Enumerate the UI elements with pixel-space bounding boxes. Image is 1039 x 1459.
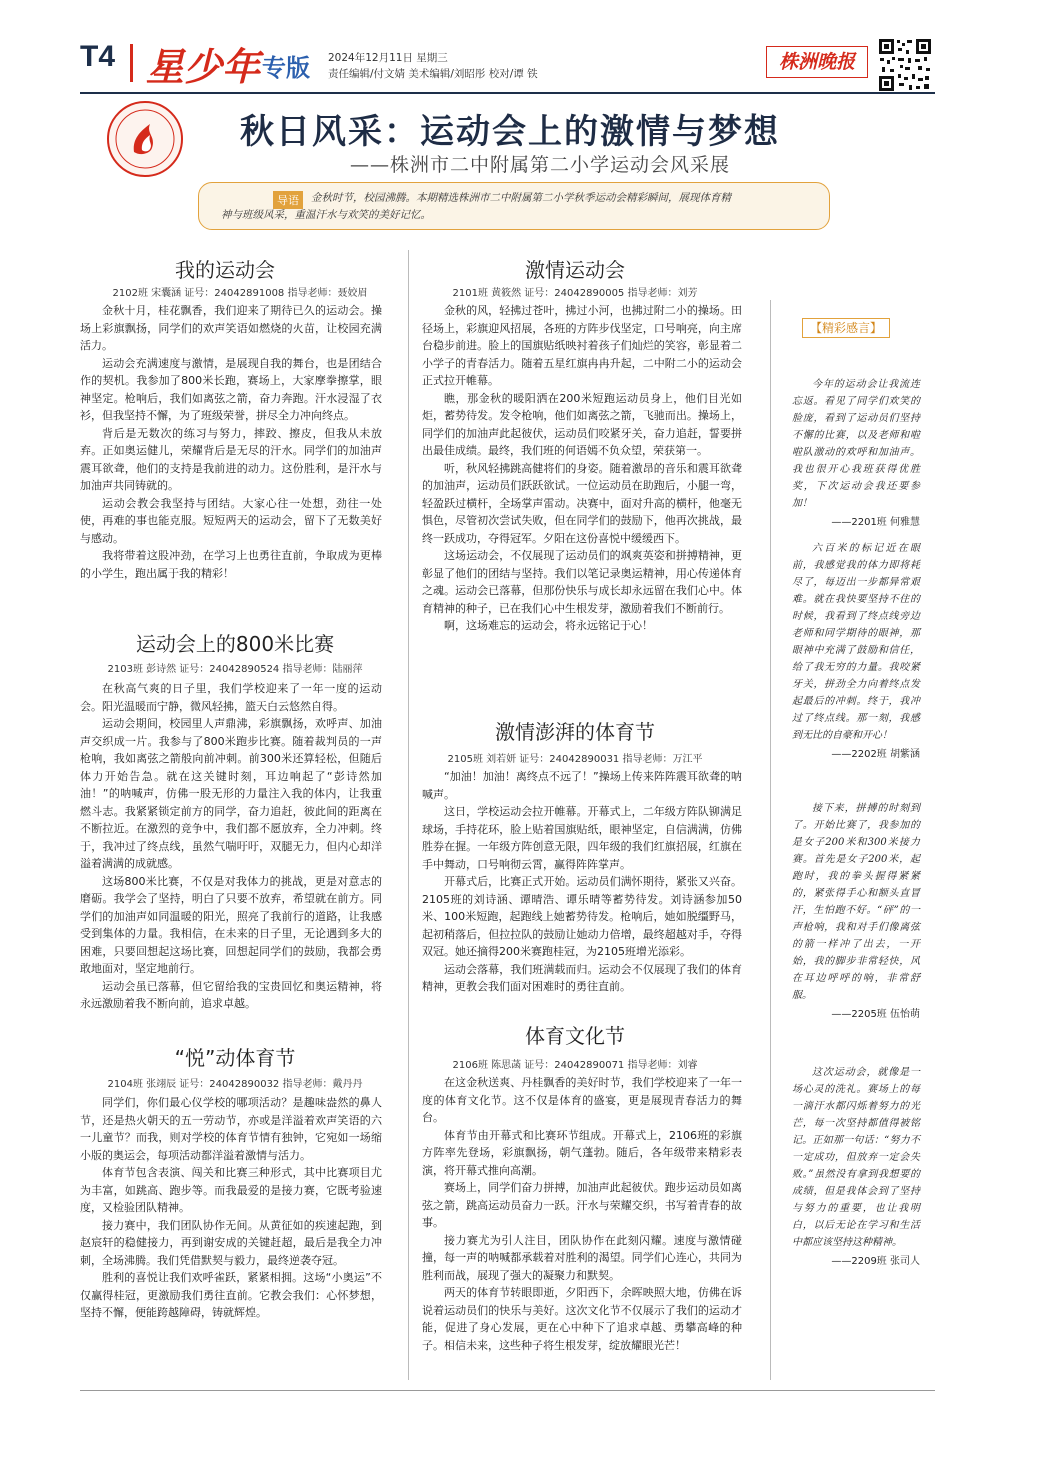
column-divider <box>408 250 409 1380</box>
insight-signature: ——2205班 伍怡萌 <box>831 1009 920 1020</box>
header-meta <box>328 50 538 82</box>
article-body: “加油！加油！离终点不远了！”操场上传来阵阵震耳欲聋的呐喊声。 这日，学校运动会拉开帷幕。开幕式上，二年级方阵队铆满足球场，手持花环，脸上贴着国旗贴纸，眼神坚定，自信满满，仿佛胜券在握。一年级方阵创意无限，四年级的我们红旗招展，红旗在手中舞动，口号响彻云霄，赢得阵阵掌声。 开幕式后，比赛正式开始。运动员们满怀期待，紧张又兴奋。2105班的刘诗涵、谭晴浩、谭乐晴等蓄势待发。刘诗涵参加50米、100米短跑，起跑线上她蓄势待发。枪响后，她如脱缰野马，起初稍落后，但拉拉队的鼓励让她动力倍增，最终超越对手，夺得双冠。她还摘得200米赛跑桂冠，为2105班增光添彩。 运动会落幕，我们班满载而归。运动会不仅展现了我们的体育精神，更教会我们面对困难时的勇往直前。 <box>422 770 742 993</box>
date-line: 2024年12月11日 星期三 <box>328 52 448 64</box>
article-byline: 2104班 张翊辰 证号：24042890032 指导老师：戴丹丹 <box>107 1079 363 1090</box>
article-byline: 2101班 黄筱然 证号：24042890005 指导老师：刘芳 <box>452 288 698 299</box>
article-title: 运动会上的800米比赛 <box>135 632 335 656</box>
guide-box <box>198 182 830 230</box>
qr-code-icon <box>878 38 932 92</box>
newspaper-logo: 株洲晚报 <box>766 46 868 78</box>
insight-item: 六百米的标记近在眼前，我感觉我的体力即将耗尽了，每迈出一步都异常艰难。就在我快要坚持不住的时候，我看到了终点线旁边老师和同学期待的眼神，那眼神中充满了鼓励和信任，给了我无穷的力量。我咬紧牙关，拼劲全力向着终点发起最后的冲刺。终于，我冲过了终点线。那一刻，我感到无比的自豪和开心！ ——2202班 胡紫涵 <box>792 540 920 763</box>
insight-signature: ——2202班 胡紫涵 <box>831 749 920 760</box>
article-byline: 2105班 刘若妍 证号：24042890031 指导老师：万江平 <box>447 754 703 765</box>
insights-header: 【精彩感言】 <box>802 318 890 338</box>
header-rule <box>80 92 935 94</box>
article-title: “悦”动体育节 <box>174 1046 296 1070</box>
guide-label: 导语 <box>273 191 303 209</box>
school-emblem-icon <box>106 100 184 178</box>
page-number: T4 <box>80 40 116 73</box>
editors-line: 责任编辑/付文婧 美术编辑/刘昭彤 校对/谭 铁 <box>328 68 538 80</box>
header-divider <box>130 44 133 82</box>
main-title: 秋日风采：运动会上的激情与梦想 <box>240 112 780 152</box>
article-body: 同学们，你们最心仪学校的哪项活动？是趣味盎然的鼻人节，还是热火朝天的五一劳动节，亦或是洋溢着欢声笑语的六一儿童节？而我，则对学校的体育节情有独钟，它宛如一场缩小版的奥运会，每项活动都洋溢着激情与活力。 体育节包含表演、闯关和比赛三种形式，其中比赛项目尤为丰富，如跳高、跑步等。而我最爱的是接力赛，它既考验速度，又检验团队精神。 接力赛中，我们团队协作无间。从黄征如的疾速起跑，到赵宸轩的稳健接力，再到谢安成的关键赶超，最后是我全力冲刺，全场沸腾。我们凭借默契与毅力，最终逆袭夺冠。 胜利的喜悦让我们欢呼雀跃，紧紧相拥。这场“小奥运”不仅赢得桂冠，更激励我们勇往直前。它教会我们：心怀梦想，坚持不懈，便能跨越障碍，铸就辉煌。 <box>80 1096 382 1319</box>
article-byline: 2103班 彭诗然 证号：24042890524 指导老师：陆丽萍 <box>107 664 363 675</box>
section-name: 星少年 <box>146 44 261 89</box>
article-title: 激情运动会 <box>525 258 625 282</box>
article-body: 在秋高气爽的日子里，我们学校迎来了一年一度的运动会。阳光温暖而宁静，微风轻拂，篮天白云悠然自得。 运动会期间，校园里人声鼎沸，彩旗飘扬，欢呼声、加油声交织成一片。我参与了800米跑步比赛。随着裁判员的一声枪响，我如离弦之箭般向前冲刺。前300米还算轻松，但随后体力开始告急。就在这关键时刻，耳边响起了“彭诗然加油！”的呐喊声，仿佛一股无形的力量注入我的体内，让我重燃斗志。我紧紧锁定前方的同学，奋力追赶，彼此间的距离在不断拉近。在激烈的竞争中，我们都不愿放弃，全力冲刺。终于，我冲过了终点线，虽然气喘吁吁，双腿无力，但内心却洋溢着满满的成就感。 这场800米比赛，不仅是对我体力的挑战，更是对意志的磨砺。我学会了坚持，明白了只要不放弃，希望就在前方。同学们的加油声如同温暖的阳光，照亮了我前行的道路，让我感受到集体的力量。我相信，在未来的日子里，无论遇到多大的困难，只要回想起这场比赛，回想起同学们的鼓励，我都会勇敢地面对，坚定地前行。 运动会虽已落幕，但它留给我的宝贵回忆和奥运精神，将永远激励着我不断向前，追求卓越。 <box>80 682 382 1010</box>
subtitle: ——株洲市二中附属第二小学运动会风采展 <box>349 154 730 176</box>
article-byline: 2102班 宋囊涵 证号：24042891008 指导老师：聂姣眉 <box>112 288 368 299</box>
insight-signature: ——2209班 张司人 <box>831 1256 920 1267</box>
insight-item: 这次运动会，就像是一场心灵的洗礼。赛场上的每一滴汗水都闪烁着努力的光芒，每一次坚持都值得被铭记。正如那一句话：“努力不一定成功，但放弃一定会失败。”虽然没有拿到我想要的成绩，但是我体会到了坚持与努力的重要，也让我明白，以后无论在学习和生活中都应该坚持这种精神。 ——2209班 张司人 <box>792 1064 920 1270</box>
insight-signature: ——2201班 何雅慧 <box>831 517 920 528</box>
article-body: 金秋十月，桂花飘香，我们迎来了期待已久的运动会。操场上彩旗飘扬，同学们的欢声笑语如燃烧的火苗，让校园充满活力。 运动会充满速度与激情，是展现自我的舞台，也是团结合作的契机。我参加了800米长跑，赛场上，大家摩拳擦掌，眼神坚定。枪响后，我们如离弦之箭，奋力奔跑。汗水浸湿了衣衫，但我坚持不懈，为了班级荣誉，拼尽全力冲向终点。 背后是无数次的练习与努力，摔跤、擦皮，但我从未放弃。正如奥运健儿，荣耀背后是无尽的汗水。同学们的加油声震耳欲聋，他们的支持是我前进的动力。这份胜利，是汗水与加油声共同铸就的。 运动会教会我坚持与团结。大家心往一处想，劲往一处使，再难的事也能克服。短短两天的运动会，留下了无数美好与感动。 我将带着这股冲劲，在学习上也勇往直前，争取成为更棒的小学生，跑出属于我的精彩！ <box>80 304 382 580</box>
footer-rule <box>80 1390 935 1391</box>
insight-item: 今年的运动会让我流连忘返。看见了同学们欢笑的脸庞，看到了运动员们坚持不懈的比赛，以及老师和啦啦队激动的欢呼和加油声。我也很开心我班获得优胜奖，下次运动会我还要参加！ ——2201班 何雅慧 <box>792 376 920 531</box>
article-title: 激情澎湃的体育节 <box>495 720 655 744</box>
article-body: 金秋的风，轻拂过苍叶，拂过小河，也拂过附二小的操场。田径场上，彩旗迎风招展，各班的方阵步伐坚定，口号响亮，向主席台稳步前进。脸上的国旗贴纸映衬着孩子们灿烂的笑容，彰显着二小学子的青春活力。随着五星红旗冉冉升起，二中附二小的运动会正式拉开帷幕。 瞧，那金秋的暖阳洒在200米短跑运动员身上，他们目光如炬，蓄势待发。发令枪响，他们如离弦之箭，飞驰而出。操场上，同学们的加油声此起彼伏，运动员们咬紧牙关，奋力追赶，誓要拼出最佳成绩。最终，我们班的何语嫣不负众望，荣获第一。 听，秋风轻拂跳高健将们的身姿。随着激昂的音乐和震耳欲聋的加油声，运动员们跃跃欲试。一位运动员在助跑后，小腿一弯，轻盈跃过横杆，全场掌声雷动。决赛中，面对升高的横杆，他毫无惧色，尽管初次尝试失败，但在同学们的鼓励下，他再次挑战，最终一跃成功，夺得冠军。夕阳在这份喜悦中缓缓西下。 这场运动会，不仅展现了运动员们的飒爽英姿和拼搏精神，更彰显了他们的团结与坚持。我们以笔记录奥运精神，用心传递体育之魂。运动会已落幕，但那份快乐与成长却永远留在我们心中。体育精神的种子，已在我们心中生根发芽，激励着我们不断前行。 啊，这场难忘的运动会，将永远铭记于心！ <box>422 304 742 632</box>
guide-text: 金秋时节，校园沸腾。本期精选株洲市二中附属第二小学秋季运动会精彩瞬间，展现体育精 <box>311 192 731 204</box>
article-byline: 2106班 陈思菡 证号：24042890071 指导老师：刘睿 <box>452 1060 698 1071</box>
column-divider <box>770 300 771 1380</box>
guide-text-continued: 神与班级风采，重温汗水与欢笑的美好记忆。 <box>221 209 431 221</box>
article-title: 我的运动会 <box>175 258 275 282</box>
insight-item: 接下来，拼搏的时刻到了。开始比赛了，我参加的是女子200米和300米接力赛。首先是女子200米，起跑时，我的拳头握得紧紧的，紧张得手心和额头直冒汗，生怕跑不好。“砰”的一声枪响，我和对手们像离弦的箭一样冲了出去，一开始，我的脚步非常轻快，风在耳边呼呼的响，非常舒服。 ——2205班 伍怡萌 <box>792 800 920 1023</box>
section-edition: 专版 <box>262 54 310 82</box>
article-body: 在这金秋送爽、丹桂飘香的美好时节，我们学校迎来了一年一度的体育文化节。这不仅是体育的盛宴，更是展现青春活力的舞台。 体育节由开幕式和比赛环节组成。开幕式上，2106班的彩旗方阵率先登场，彩旗飘扬，朝气蓬勃。随后，各年级带来精彩表演，将开幕式推向高潮。 赛场上，同学们奋力拼搏，加油声此起彼伏。跑步运动员如离弦之箭，跳高运动员奋力一跃。汗水与荣耀交织，书写着青春的故事。 接力赛尤为引人注目，团队协作在此刻闪耀。速度与激情碰撞，每一声的呐喊都承载着对胜利的渴望。同学们心连心，共同为胜利而战，展现了强大的凝聚力和默契。 两天的体育节转眼即逝，夕阳西下，余晖映照大地，仿佛在诉说着运动员们的快乐与美好。这次文化节不仅展示了我们的运动才能，促进了身心发展，更在心中种下了追求卓越、勇攀高峰的种子。相信未来，这些种子将生根发芽，绽放耀眼光芒！ <box>422 1076 742 1352</box>
article-title: 体育文化节 <box>525 1024 625 1048</box>
